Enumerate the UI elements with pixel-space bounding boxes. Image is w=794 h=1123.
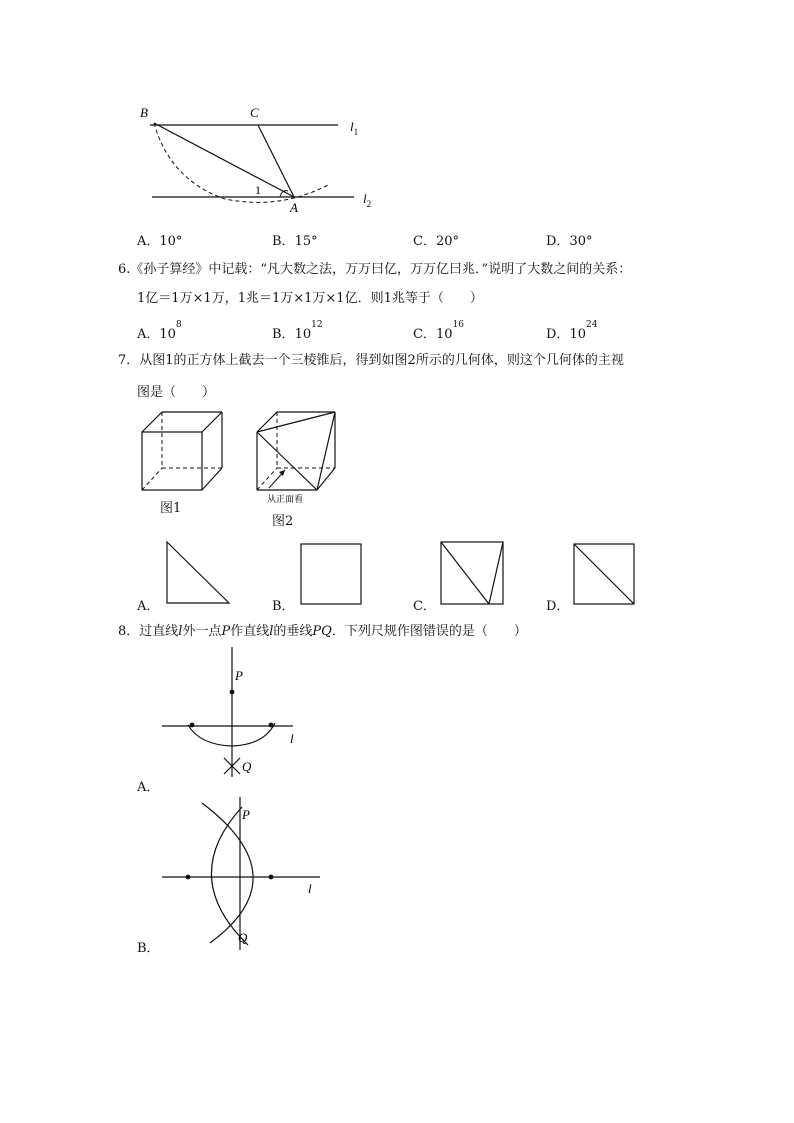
q8-option-a[interactable]: A． xyxy=(137,780,160,795)
q5-option-b[interactable]: B．15° xyxy=(272,234,318,249)
label-l1: $l_1$ xyxy=(350,119,359,137)
q6-option-c[interactable]: C．$10^{16}$ xyxy=(413,320,464,342)
q8-figure-a[interactable] xyxy=(160,645,310,780)
q6-option-d[interactable]: D．$10^{24}$ xyxy=(546,320,598,342)
label-B: B xyxy=(140,105,148,120)
q7-stem-line1: 7．从图1的正方体上截去一个三棱锥后，得到如图2所示的几何体，则这个几何体的主视 xyxy=(118,353,624,368)
q7-option-d-shape[interactable] xyxy=(573,543,637,607)
figb-label-Q: Q xyxy=(238,930,248,945)
q6-stem-line1: 6.《孙子算经》中记载：“凡大数之法，万万曰亿，万万亿曰兆．”说明了大数之间的关系： xyxy=(118,262,632,277)
arrow-label: 从正面看 xyxy=(267,495,304,505)
segment-CA xyxy=(258,125,294,197)
figa-label-P: P xyxy=(235,668,243,683)
figb-label-l: l xyxy=(308,881,312,896)
q7-option-b[interactable]: B． xyxy=(272,599,295,614)
q6-stem-line2: 1亿＝1万×1万，1兆＝1万×1万×1亿．则1兆等于（ ） xyxy=(137,291,483,306)
q5-option-d[interactable]: D．30° xyxy=(546,234,593,249)
q7-fig1-caption: 图1 xyxy=(160,501,182,516)
q7-option-b-shape[interactable] xyxy=(300,543,364,607)
q7-option-c[interactable]: C． xyxy=(413,599,436,614)
q7-option-d[interactable]: D． xyxy=(546,599,570,614)
q6-option-a[interactable]: A．$10^8$ xyxy=(137,320,182,342)
segment-BA xyxy=(154,123,294,197)
q7-option-a-shape[interactable] xyxy=(165,540,233,606)
figa-label-Q: Q xyxy=(242,759,252,774)
q7-option-a[interactable]: A． xyxy=(137,599,160,614)
q7-figure-2-solid xyxy=(255,410,355,506)
q7-stem-line2: 图是（ ） xyxy=(137,385,216,400)
q7-option-c-shape[interactable] xyxy=(440,541,506,607)
q8-stem: 8．过直线l外一点P作直线l的垂线PQ．下列尺规作图错误的是（ ） xyxy=(118,624,527,639)
label-C: C xyxy=(250,105,259,120)
q7-figure-1-cube xyxy=(140,410,225,492)
dashed-arc xyxy=(154,123,328,202)
figb-label-P: P xyxy=(242,807,250,822)
q5-figure xyxy=(130,95,390,220)
label-l2: $l_2$ xyxy=(363,191,372,209)
q6-option-b[interactable]: B．$10^{12}$ xyxy=(272,320,323,342)
q8-figure-b[interactable] xyxy=(160,795,330,955)
label-A: A xyxy=(290,200,298,215)
label-angle-1: 1 xyxy=(255,183,261,197)
q5-option-c[interactable]: C．20° xyxy=(413,234,459,249)
figa-label-l: l xyxy=(290,731,294,746)
q5-option-a[interactable]: A．10° xyxy=(137,234,183,249)
q7-fig2-caption: 图2 xyxy=(272,514,294,529)
q8-option-b[interactable]: B． xyxy=(137,941,160,956)
